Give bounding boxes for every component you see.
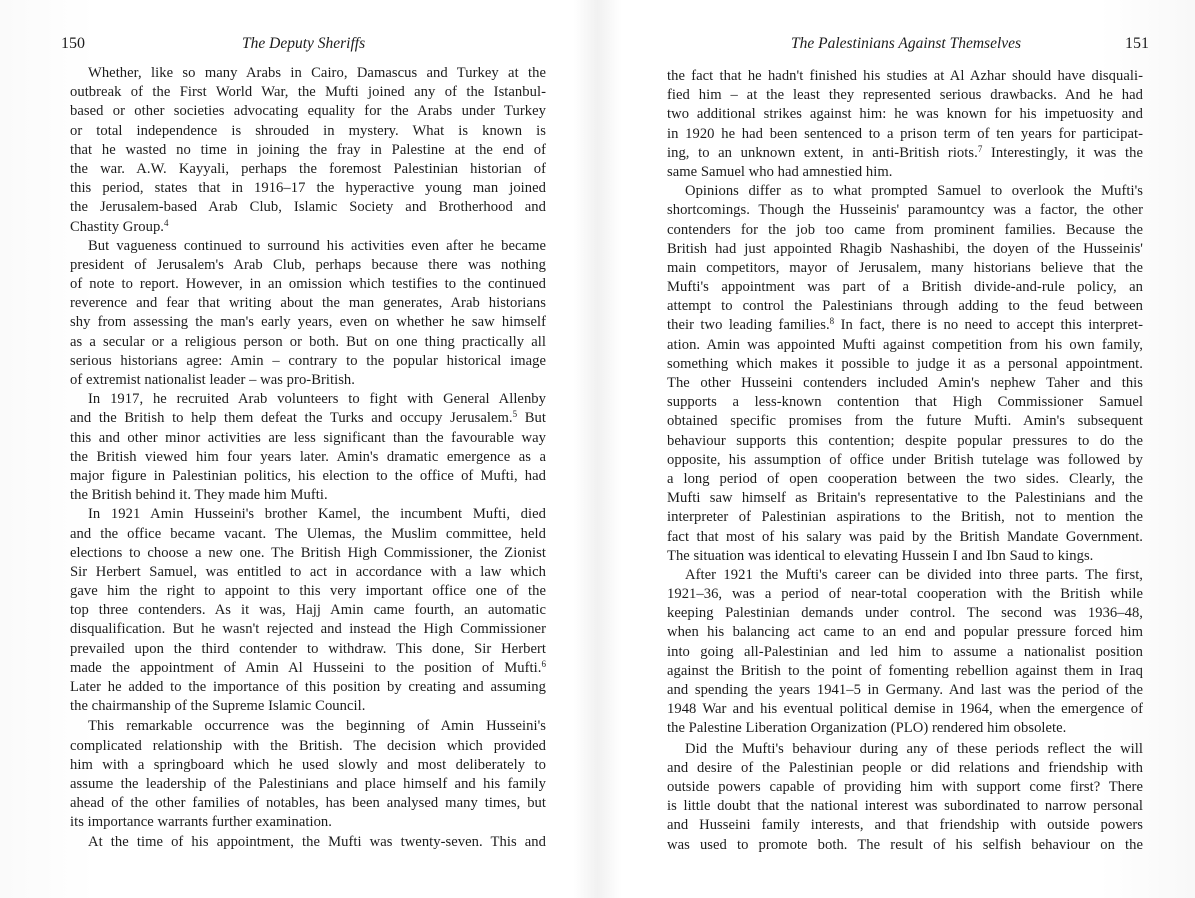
text-line — [667, 700, 1143, 719]
running-head-right — [667, 34, 1149, 56]
text-line-content: assume the leadership of the Palestinians and place himself and his family — [70, 775, 546, 792]
text-line — [667, 144, 1143, 163]
text-line — [70, 333, 546, 352]
text-line — [70, 794, 546, 813]
text-line-content: interpreter of Palestinian aspirations to the British, not to mention the — [667, 509, 1143, 526]
text-line — [70, 678, 546, 697]
text-line-content: Mufti's appointment was part of a British divide-and-rule policy, an — [667, 279, 1143, 296]
text-line — [667, 297, 1143, 316]
text-line-content: main competitors, mayor of Jerusalem, many historians believe that the — [667, 259, 1143, 276]
text-line — [70, 102, 546, 121]
text-line-content: made the appointment of Amin Al Husseini to the position of Mufti. — [70, 659, 542, 676]
text-line — [667, 623, 1143, 642]
text-line — [667, 604, 1143, 623]
text-line-content: major figure in Palestinian politics, his election to the office of Mufti, had — [70, 467, 546, 484]
text-line-content: This remarkable occurrence was the beginning of Amin Husseini's — [88, 718, 546, 735]
text-line-content: ahead of the other families of notables, has been analysed many times, but — [70, 795, 546, 812]
text-line — [70, 313, 546, 332]
text-line-content: outside powers capable of providing him with support come first? There — [667, 778, 1143, 795]
text-line — [70, 294, 546, 313]
text-line-content: and spending the years 1941–5 in Germany. And last was the period of the — [667, 682, 1143, 698]
text-line-content: The other Husseini contenders included Amin's nephew Taher and this — [667, 375, 1143, 391]
text-line — [70, 756, 546, 775]
text-line-content: Chastity Group. — [70, 218, 164, 235]
text-line — [667, 836, 1143, 855]
text-line — [667, 585, 1143, 604]
text-line-content: based or other societies advocating equality for the Arabs under Turkey — [70, 103, 546, 120]
text-line-content: of note to report. However, in an omission which testifies to the continued — [70, 276, 546, 293]
text-line-content: was used to promote both. The result of his selfish behaviour on the — [667, 836, 1143, 853]
text-line-content: elections to choose a new one. The British High Commissioner, the Zionist — [70, 544, 546, 561]
text-line — [70, 563, 546, 582]
text-line — [70, 697, 546, 716]
text-line-content: the British behind it. They made him Mufti. — [70, 487, 328, 504]
text-line-content: this period, states that in 1916–17 the hyperactive young man joined — [70, 180, 546, 197]
text-line — [70, 64, 546, 83]
text-line — [667, 508, 1143, 527]
text-line-content: shortcomings. Though the Husseinis' paramountcy was a factor, the other — [667, 202, 1143, 219]
text-line-content: disqualification. But he wasn't rejected and instead the High Commissioner — [70, 621, 546, 638]
text-line-content: shy from assessing the man's early years, even on whether he saw himself — [70, 314, 546, 331]
text-line — [70, 198, 546, 217]
right-page — [667, 0, 1149, 898]
text-line-content: Sir Herbert Samuel, was entitled to act in accordance with a law which — [70, 563, 546, 580]
text-line — [667, 201, 1143, 220]
text-line — [70, 275, 546, 294]
text-line-content: as a secular or a religious person or both. But on one thing practically all — [70, 333, 546, 350]
text-line-content: the fact that he hadn't finished his studies at Al Azhar should have disquali- — [667, 68, 1143, 84]
text-line-content: Did the Mufti's behaviour during any of these periods reflect the will — [685, 740, 1143, 757]
text-line-content: After 1921 the Mufti's career can be divided into three parts. The first, — [685, 566, 1143, 583]
text-line — [667, 163, 1143, 182]
text-line-content: its importance warrants further examination. — [70, 814, 332, 831]
text-line — [70, 717, 546, 736]
text-line — [667, 316, 1143, 335]
text-line — [667, 221, 1143, 240]
text-line-content: But vagueness continued to surround his activities even after he became — [88, 237, 546, 254]
text-line-content: and the office became vacant. The Ulemas, the Muslim committee, held — [70, 525, 546, 542]
text-line-content: same Samuel who had amnestied him. — [667, 163, 893, 180]
running-head-left — [61, 34, 546, 56]
text-line — [667, 125, 1143, 144]
text-line — [70, 640, 546, 659]
text-line-content: top three contenders. As it was, Hajj Amin came fourth, an automatic — [70, 602, 546, 619]
text-line — [70, 659, 546, 678]
running-head-title-left: The Deputy Sheriffs — [242, 35, 366, 52]
text-line-content: fact that most of his salary was paid by the British Mandate Government. — [667, 528, 1143, 545]
text-line — [667, 778, 1143, 797]
text-line — [70, 409, 546, 428]
text-line — [667, 259, 1143, 278]
text-line-content: and desire of the Palestinian people or did relations and friendship with — [667, 759, 1143, 776]
text-line — [667, 86, 1143, 105]
text-line-content: him with a springboard which he used slowly and most deliberately to — [70, 756, 546, 773]
text-line-continuation: Interestingly, it was the — [982, 144, 1143, 161]
text-line-content: In 1917, he recruited Arab volunteers to fight with General Allenby — [88, 391, 546, 408]
text-line — [70, 833, 546, 852]
text-line — [667, 105, 1143, 124]
text-line-content: in 1920 he had been sentenced to a prison term of ten years for participat- — [667, 125, 1143, 142]
text-line-content: obtained specific promises from the future Mufti. Amin's subsequent — [667, 413, 1143, 430]
text-line-content: the Palestine Liberation Organization (PLO) rendered him obsolete. — [667, 720, 1067, 737]
text-line-content: when his balancing act came to an end and popular pressure forced him — [667, 624, 1143, 641]
text-line-content: the Jerusalem-based Arab Club, Islamic Society and Brotherhood and — [70, 199, 546, 216]
body-text-left — [70, 64, 546, 852]
text-line — [667, 182, 1143, 201]
text-line — [70, 256, 546, 275]
text-line-content: something which makes it possible to judge it as a personal appointment. — [667, 355, 1143, 372]
text-line — [70, 813, 546, 832]
text-line-content: reverence and fear that writing about the man generates, Arab historians — [70, 295, 546, 312]
text-line-content: Opinions differ as to what prompted Samuel to overlook the Mufti's — [685, 183, 1143, 200]
text-line — [70, 237, 546, 256]
text-line — [70, 390, 546, 409]
text-line-content: and the British to help them defeat the Turks and occupy Jerusalem. — [70, 410, 513, 427]
text-line — [667, 566, 1143, 585]
text-line — [70, 620, 546, 639]
text-line — [667, 374, 1143, 393]
text-line-content: British had just appointed Rhagib Nashashibi, the doyen of the Husseinis' — [667, 240, 1143, 257]
text-line-content: the chairmanship of the Supreme Islamic Council. — [70, 698, 366, 715]
text-line — [667, 662, 1143, 681]
text-line — [70, 83, 546, 102]
text-line-content: supports a less-known contention that High Commissioner Samuel — [667, 394, 1143, 411]
text-line — [667, 643, 1143, 662]
text-line-content: president of Jerusalem's Arab Club, perhaps because there was nothing — [70, 256, 546, 273]
text-line-content: their two leading families. — [667, 317, 830, 334]
text-line-content: Later he added to the importance of this position by creating and assuming — [70, 679, 546, 695]
text-line-content: opposite, his assumption of office under British tutelage was followed by — [667, 451, 1143, 468]
text-line — [70, 371, 546, 390]
text-line — [667, 740, 1143, 759]
text-line-content: In 1921 Amin Husseini's brother Kamel, the incumbent Mufti, died — [88, 506, 546, 523]
left-page — [61, 0, 547, 898]
text-line — [70, 525, 546, 544]
text-line-content: keeping Palestinian demands under control. The second was 1936–48, — [667, 605, 1143, 622]
page-number-right: 151 — [1125, 35, 1149, 52]
text-line — [667, 719, 1143, 738]
text-line — [70, 352, 546, 371]
text-line-content: Whether, like so many Arabs in Cairo, Damascus and Turkey at the — [88, 65, 546, 81]
text-line — [70, 179, 546, 198]
text-line-content: gave him the right to appoint to this very important office one of the — [70, 583, 546, 600]
text-line-content: ing, to an unknown extent, in anti-British riots. — [667, 144, 978, 161]
text-line — [70, 218, 546, 237]
text-line-content: 1921–36, was a period of near-total cooperation with the British while — [667, 586, 1143, 603]
text-line — [667, 451, 1143, 470]
text-line-content: into going all-Palestinian and led him to assume a nationalist position — [667, 643, 1143, 660]
text-line-continuation: In fact, there is no need to accept this interpret- — [834, 317, 1143, 334]
text-line-content: or total independence is shrouded in mystery. What is known is — [70, 122, 546, 139]
text-line — [70, 467, 546, 486]
text-line-continuation: But — [517, 410, 547, 427]
text-line-content: the British viewed him four years later. Amin's dramatic emergence as a — [70, 448, 546, 465]
text-line — [70, 601, 546, 620]
text-line-content: At the time of his appointment, the Mufti was twenty-seven. This and — [88, 833, 546, 850]
text-line — [667, 393, 1143, 412]
text-line — [667, 67, 1143, 86]
text-line — [667, 432, 1143, 451]
text-line-content: two additional strikes against him: he was known for his impetuosity and — [667, 106, 1143, 123]
text-line-content: of extremist nationalist leader – was pro-British. — [70, 372, 355, 388]
text-line — [70, 775, 546, 794]
text-line — [667, 336, 1143, 355]
text-line-content: serious historians agree: Amin – contrary to the popular historical image — [70, 352, 546, 369]
text-line-content: ation. Amin was appointed Mufti against competition from his own family, — [667, 336, 1143, 353]
text-line — [70, 505, 546, 524]
text-line-content: is little doubt that the national interest was subordinated to narrow personal — [667, 798, 1143, 815]
text-line-content: the war. A.W. Kayyali, perhaps the foremost Palestinian historian of — [70, 160, 546, 177]
footnote-marker: 8 — [829, 316, 835, 327]
text-line-content: outbreak of the First World War, the Mufti joined any of the Istanbul- — [70, 84, 546, 101]
footnote-marker: 7 — [977, 143, 983, 154]
text-line — [70, 737, 546, 756]
text-line — [667, 681, 1143, 700]
text-line-content: 1948 War and his eventual political demise in 1964, when the emergence of — [667, 701, 1143, 718]
text-line-content: this and other minor activities are less significant than the favourable way — [70, 429, 546, 446]
text-line-content: fied him – at the least they represented serious drawbacks. And he had — [667, 87, 1143, 104]
page-number-left: 150 — [61, 35, 85, 52]
text-line — [667, 528, 1143, 547]
text-line — [667, 489, 1143, 508]
running-head-title-right: The Palestinians Against Themselves — [791, 35, 1022, 52]
text-line-content: The situation was identical to elevating Hussein I and Ibn Saud to kings. — [667, 547, 1094, 564]
text-line — [667, 547, 1143, 566]
text-line — [70, 582, 546, 601]
text-line-content: contenders for the job too came from prominent families. Because the — [667, 221, 1143, 238]
text-line — [667, 240, 1143, 259]
text-line-content: and Husseini family interests, and that friendship with outside powers — [667, 817, 1143, 834]
text-line — [70, 141, 546, 160]
text-line — [667, 470, 1143, 489]
body-text-right — [667, 67, 1143, 855]
text-line-content: a long period of open cooperation between the two sides. Clearly, the — [667, 470, 1143, 487]
text-line — [70, 486, 546, 505]
text-line — [667, 759, 1143, 778]
text-line — [70, 160, 546, 179]
text-line — [667, 278, 1143, 297]
text-line-content: Mufti saw himself as Britain's representative to the Palestinians and the — [667, 490, 1143, 507]
text-line-content: against the British to the point of fomenting rebellion against them in Iraq — [667, 662, 1143, 679]
footnote-marker: 5 — [512, 409, 518, 420]
text-line — [70, 429, 546, 448]
text-line — [70, 448, 546, 467]
text-line — [70, 544, 546, 563]
text-line-content: prevailed upon the third contender to withdraw. This done, Sir Herbert — [70, 640, 546, 657]
text-line-content: attempt to control the Palestinians through adding to the feud between — [667, 298, 1143, 315]
footnote-marker: 6 — [541, 658, 546, 669]
footnote-marker: 4 — [164, 217, 169, 228]
text-line — [667, 355, 1143, 374]
text-line-content: that he wasted no time in joining the fray in Palestine at the end of — [70, 141, 546, 158]
text-line — [667, 797, 1143, 816]
text-line — [70, 122, 546, 141]
text-line — [667, 412, 1143, 431]
text-line-content: complicated relationship with the British. The decision which provided — [70, 737, 546, 754]
text-line — [667, 816, 1143, 835]
text-line-content: behaviour supports this contention; despite popular pressures to do the — [667, 432, 1143, 449]
